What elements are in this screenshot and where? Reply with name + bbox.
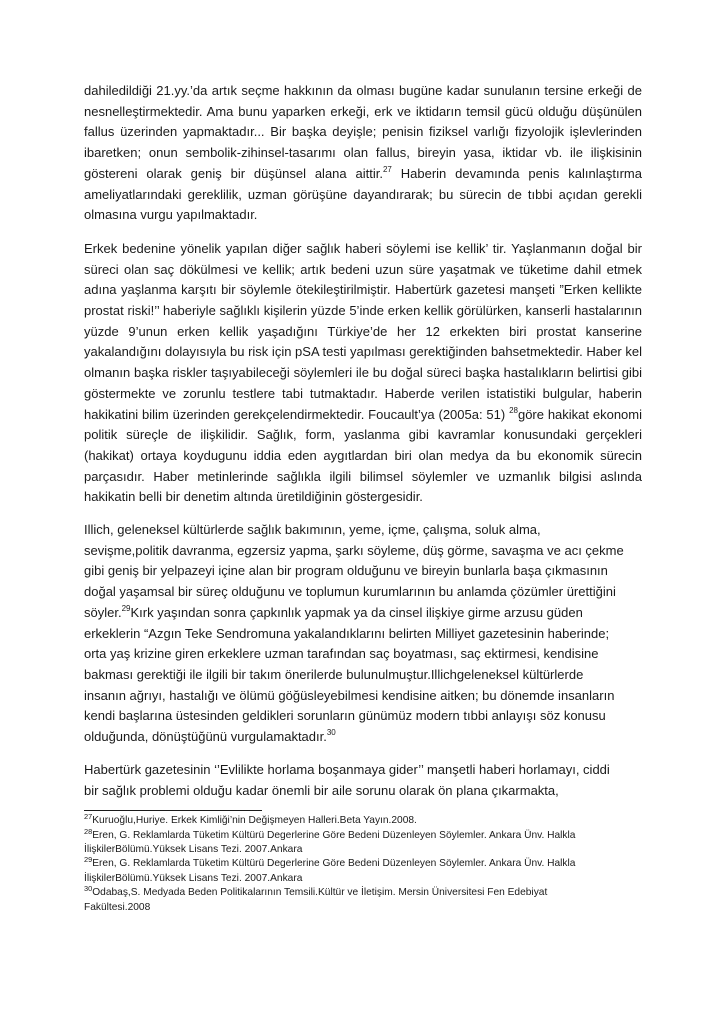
footnote-28 [84,826,642,858]
footnote-ref-29[interactable]: 29 [121,603,131,613]
paragraph-line: bir sağlık problemi olduğu kadar önemli bir aile sorunu olarak ön plana çıkarmakta, [84,782,559,798]
paragraph-line: olduğunda, dönüştüğünü vurgulamaktadır. [84,729,327,745]
paragraph-text: dahiledildiği 21.yy.’da artık seçme hakkının da olması bugüne kadar sunulanın tersine erkeği de nesnelleştirmektedir. Ama bunu yaparken erkeği, erk ve iktidarın temsil gücü olduğu düşünülen fallus üzerinden yapmaktadır... Bir başka deyişle; penisin fiziksel varlığı fizyolojik işlevlerinden ibaretken; onun sembolik-zihinsel-tasarımı olan fallus, bireyin yasa, iktidar vb. ile ilişkisinin göstereni olarak geniş bir düşünsel alana aittir. [84,83,642,181]
paragraph-line: erkeklerin “Azgın Teke Sendromuna yakalandıklarını belirten Milliyet gazetesinin haberinde; [84,625,610,641]
paragraph-snoring [84,760,642,801]
paragraph-line: Kırk yaşından sonra çapkınlık yapmak ya da cinsel ilişkiye girme arzusu güden [130,604,583,620]
paragraph-line: söyler. [84,604,122,620]
paragraph-text: Erkek bedenine yönelik yapılan diğer sağlık haberi söylemi ise kellik’ tir. Yaşlanmanın doğal bir süreci olan saç dökülmesi ve kellik; artık bedeni uzun süre yaşatmak ve tüketime dahil etmek adına yaşlanma karşıtı bir söylemle ötekileştirilmiştir. Habertürk gazetesi manşeti ”Erken kellikte prostat riski!’’ haberiyle sağlıklı kişilerin yüzde 5’inde erken kellik görülürken, kanserli hastalarının yüzde 9’unun erken kellik yaşadığını Türkiye’de her 12 erkekten biri prostat kanserine yakalandığını dolayısıyla bu risk için pSA testi yapılması gerektiğinden bahsetmektedir. Haber kel olmanın başka riskler taşıyabileceği söylemleri ile bu doğal süreci başka hastalıkların belirtisi gibi göstermekte ve zorunlu testlere tabi tutmaktadır. Haberde verilen istatistiki bulgular, haberin hakikatini bilim üzerinden gerekçelendirmektedir. Foucault’ya (2005a: 51) [84,240,642,422]
footnote-text: Eren, G. Reklamlarda Tüketim Kültürü Degerlerine Göre Bedeni Düzenleyen Söylemler. Ankara Ünv. Halkla [92,829,576,841]
paragraph-illich [84,520,642,748]
paragraph-line: kendi başlarına üstesinden geldikleri sorunların günümüz modern tıbbi anlayışı söz konusu [84,708,606,724]
paragraph-line: insanın ağrıyı, hastalığı ve ölümü göğüsleyebilmesi kendisine aitken; bu dönemde insanların [84,687,615,703]
footnote-separator [84,810,262,811]
paragraph-phallus [84,81,642,226]
paragraph-line: Habertürk gazetesinin ‘’Evlilikte horlama boşanmaya gider’’ manşetli haberi horlamayı, ciddi [84,761,610,777]
footnote-30 [84,886,642,915]
footnote-text: İlişkilerBölümü.Yüksek Lisans Tezi. 2007.Ankara [84,872,303,884]
paragraph-line: gibi geniş bir yelpazeyi içine alan bir program olduğunu ve bireyin bunlarla başa çıkmasının [84,563,608,579]
paragraph-line: doğal yaşamsal bir süreç olduğunu ve toplumun kurumlarının bu anlamda çözümler ürettiğini [84,584,616,600]
paragraph-line: orta yaş krizine giren erkeklere uzman tarafından saç boyatması, saç ektirmesi, kendisine [84,646,599,662]
footnote-number: 27 [84,812,93,822]
footnote-text: Odabaş,S. Medyada Beden Politikalarının Temsili.Kültür ve İletişim. Mersin Üniversitesi Fen Edebiyat [92,887,548,899]
footnote-29 [84,857,642,886]
footnote-number: 29 [84,855,93,865]
footnote-text: Eren, G. Reklamlarda Tüketim Kültürü Degerlerine Göre Bedeni Düzenleyen Söylemler. Ankara Ünv. Halkla [92,858,576,870]
footnote-number: 28 [84,826,93,836]
paragraph-line: bakması gerektiği ile ilgili bir takım önerilerde bulunulmuştur.Illichgeleneksel kültürlerde [84,666,584,682]
footnote-27 [84,814,642,828]
paragraph-baldness [84,239,642,508]
footnote-text: Kuruoğlu,Huriye. Erkek Kimliği’nin Değişmeyen Halleri.Beta Yayın.2008. [92,815,417,827]
footnote-number: 30 [84,884,93,894]
paragraph-text: göre hakikat ekonomi politik süreçle de ilişkilidir. Sağlık, form, yaslanma gibi kavramlar konusundaki gerçekleri (hakikat) ortaya koydugunu iddia eden aygıtlardan biri olan medya da bu ekonomik sürecin parçasıdır. Haber metinlerinde sağlıkla ilgili bilimsel söylemler ve uzmanlık bilgisi aslında hakikatin belli bir denetim altında üretildiğinin göstergesidir. [84,406,642,505]
document-page [84,81,642,915]
footnote-ref-27[interactable]: 27 [382,164,392,174]
footnote-text: Fakültesi.2008 [84,901,151,913]
paragraph-line: Illich, geleneksel kültürlerde sağlık bakımının, yeme, içme, çalışma, soluk alma, [84,522,541,538]
footnote-ref-28[interactable]: 28 [509,405,518,415]
paragraph-text: Haberin devamında penis kalınlaştırma ameliyatlarındaki gereklilik, uzman görüşüne dayandırarak; bu sürecin de tıbbi açıdan gerekli olmasına vurgu yapılmaktadır. [84,165,642,223]
footnote-ref-30[interactable]: 30 [326,728,336,738]
paragraph-line: sevişme,politik davranma, egzersiz yapma, şarkı söyleme, düş görme, savaşma ve acı çekme [84,542,624,558]
footnote-text: İlişkilerBölümü.Yüksek Lisans Tezi. 2007.Ankara [84,844,303,856]
